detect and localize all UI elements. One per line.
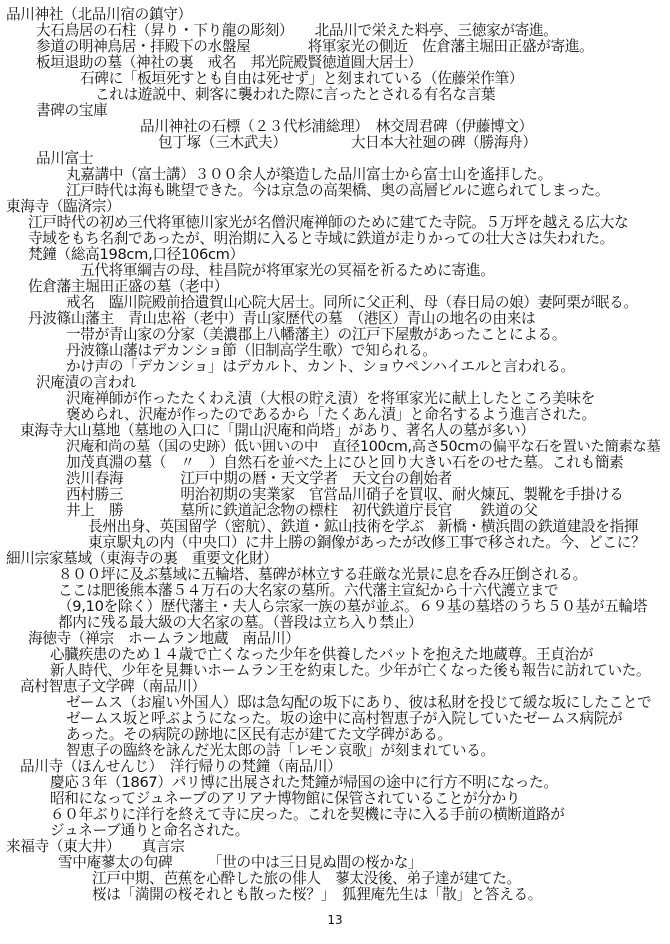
subheading-hotta-grave: 佐倉藩主堀田正盛の墓（老中）	[28, 278, 229, 295]
text-line: 大石鳥居の石柱（昇り・下り龍の彫刻） 北品川で栄えた料亭、三徳家が寄進。	[36, 22, 558, 39]
heading-raifukuji: 来福寺（東大井） 真言宗	[6, 838, 185, 855]
page-number: 13	[327, 913, 343, 927]
text-line: ８００坪に及ぶ墓域に五輪塔、墓碑が林立する荘厳な光景に息を呑み圧倒される。	[58, 566, 587, 583]
heading-chieko-monument: 高村智恵子文学碑（南品川）	[20, 678, 206, 695]
text-line: 五代将軍綱吉の母、桂昌院が将軍家光の冥福を祈るために寄進。	[80, 262, 495, 279]
text-line: 都内に残る最大級の大名家の墓。（普段は立ち入り禁止）	[58, 614, 423, 631]
text-line: 品川神社の石標（２３代杉浦総理） 林交周君碑（伊藤博文）	[140, 118, 533, 135]
text-line: 石碑に「板垣死すとも自由は死せず」と刻まれている（佐藤栄作筆）	[80, 70, 524, 87]
heading-hosokawa-cemetery: 細川宗家墓域（東海寺の裏 重要文化財）	[6, 550, 278, 567]
text-line: 一帯が青山家の分家（美濃郡上八幡藩主）の江戸下屋敷があったことによる。	[66, 326, 567, 343]
subheading-stele-treasury: 書碑の宝庫	[36, 102, 108, 119]
subheading-temple-bell: 梵鐘（総高198cm,口径106cm）	[28, 246, 244, 263]
text-line: 智恵子の臨終を詠んだ光太郎の詩「レモン哀歌」が刻まれている。	[66, 742, 495, 759]
text-line: 参道の明神鳥居・拝殿下の水盤屋 将軍家光の側近 佐倉藩主堀田正盛が寄進。	[36, 38, 594, 55]
text-line: あった。その病院の跡地に区民有志が建てた文学碑がある。	[66, 726, 452, 743]
text-line: 長州出身、英国留学（密航）、鉄道・鉱山技術を学ぶ 新橋・横浜間の鉄道建設を指揮	[88, 518, 639, 535]
subheading-takuan-origin: 沢庵漬の言われ	[36, 374, 137, 391]
text-line: 包丁塚（三木武夫） 大日本大社廻の碑（勝海舟）	[158, 134, 537, 151]
text-line: 雪中庵蓼太の句碑 「世の中は三日見ぬ間の桜かな」	[58, 854, 423, 871]
text-line: ここは肥後熊本藩５４万石の大名家の墓所。六代藩主宣紀から十六代護立まで	[58, 582, 559, 599]
text-line: 板垣退助の墓（神社の裏 戒名 邦光院殿賢徳道圓大居士）	[36, 54, 422, 71]
text-line: 寺域をもち名刹であったが、明治期に入ると寺域に鉄道が走りかっての壮大さは失われた。	[28, 230, 614, 247]
heading-kaitokuji: 海徳寺（禅宗 ホームラン地蔵 南品川）	[28, 630, 300, 647]
text-line: 加茂真淵の墓（ 〃 ）自然石を並べた上にひと回り大きい石をのせた墓。これも簡素	[66, 454, 624, 471]
heading-shinagawa-shrine: 品川神社（北品川宿の鎮守）	[6, 6, 192, 23]
text-line: 丸嘉講中（富士講）３００余人が築造した品川富士から富士山を遙拝した。	[66, 166, 552, 183]
text-line: 桜は「満開の桜それとも散った桜？」 狐狸庵先生は「散」と答える。	[92, 886, 543, 903]
text-line: 新人時代、少年を見舞いホームラン王を約束した。少年が亡くなった後も報告に訪れていた。	[50, 662, 651, 679]
text-line: 沢庵禅師が作ったたくわえ漬（大根の貯え漬）を将軍家光に献上したところ美味を	[66, 390, 595, 407]
text-line: 江戸時代の初め三代将軍徳川家光が名僧沢庵禅師のために建てた寺院。５万坪を越える広大な	[28, 214, 629, 231]
text-line: 慶応３年（1867）パリ博に出展された梵鐘が帰国の途中に行方不明になった。	[50, 774, 558, 791]
text-line: 東京駅丸の内（中央口）に井上勝の銅像があったが改修工事で移された。今、どこに？	[88, 534, 646, 551]
text-line: 戒名 臨川院殿前拾遺賀山心院大居士。同所に父正利、母（春日局の娘）妻阿栗が眠る。	[66, 294, 638, 311]
text-line: （9,10を除く）歴代藩主・夫人ら宗家一族の墓が並ぶ。６９基の墓塔のうち５０基が五輪塔	[58, 598, 648, 615]
text-line: 西村勝三 明治初期の実業家 官営品川硝子を買収、耐火煉瓦、製靴を手掛ける	[66, 486, 624, 503]
text-line: 沢庵和尚の墓（国の史跡）低い囲いの中 直径100cm,高さ50cmの偏平な石を置いた簡素な墓	[66, 439, 661, 455]
text-line: 渋川春海 江戸中期の暦・天文学者 天文台の創始者	[66, 470, 452, 487]
text-line: ゼームス坂と呼ぶようになった。坂の途中に高村智恵子が入院していたゼームス病院が	[66, 710, 623, 727]
text-line: 心臓疾患のため１４歳で亡くなった少年を供養したバットを抱えた地蔵尊。王貞治が	[50, 646, 594, 663]
text-line: かけ声の「デカンショ」はデカルト、カント、ショウペンハイエルと言われる。	[66, 358, 575, 375]
text-line: 昭和になってジュネーブのアリアナ博物館に保管されていることが分かり	[50, 790, 521, 807]
text-line: 江戸時代は海も眺望できた。今は京急の高架橋、奥の高層ビルに遮られてしまった。	[66, 182, 610, 199]
text-line: 丹波篠山藩はデカンショ節（旧制高学生歌）で知られる。	[66, 342, 437, 359]
heading-honsenji: 品川寺（ほんせんじ） 洋行帰りの梵鐘（南品川）	[20, 758, 342, 775]
subheading-shinagawa-fuji: 品川富士	[36, 150, 94, 167]
text-line: これは遊説中、刺客に襲われた際に言ったとされる有名な言葉	[95, 86, 496, 103]
text-line: 褒められ、沢庵が作ったのであるから「たくあん漬」と命名するよう進言された。	[66, 406, 596, 423]
text-line: 丹波篠山藩主 青山忠裕（老中）青山家歴代の墓 （港区）青山の地名の由来は	[28, 310, 536, 327]
heading-tokaiji: 東海寺（臨済宗）	[6, 198, 121, 215]
text-line: 江戸中期、芭蕉を心酔した旅の俳人 蓼太没後、弟子達が建てた。	[92, 870, 521, 887]
text-line: ジュネーブ通りと命名された。	[50, 822, 250, 839]
text-line: ゼームス（お雇い外国人）邸は急勾配の坂下にあり、彼は私財を投じて緩な坂にしたことで	[66, 694, 652, 711]
text-line: ６０年ぶりに洋行を終えて寺に戻った。これを契機に寺に入る手前の横断道路が	[50, 806, 565, 823]
text-line: 井上 勝 墓所に鉄道記念物の標柱 初代鉄道庁長官 鉄道の父	[66, 502, 538, 519]
subheading-oyama-cemetery: 東海寺大山墓地（墓地の入口に「開山沢庵和尚塔」があり、著名人の墓が多い）	[20, 422, 535, 439]
